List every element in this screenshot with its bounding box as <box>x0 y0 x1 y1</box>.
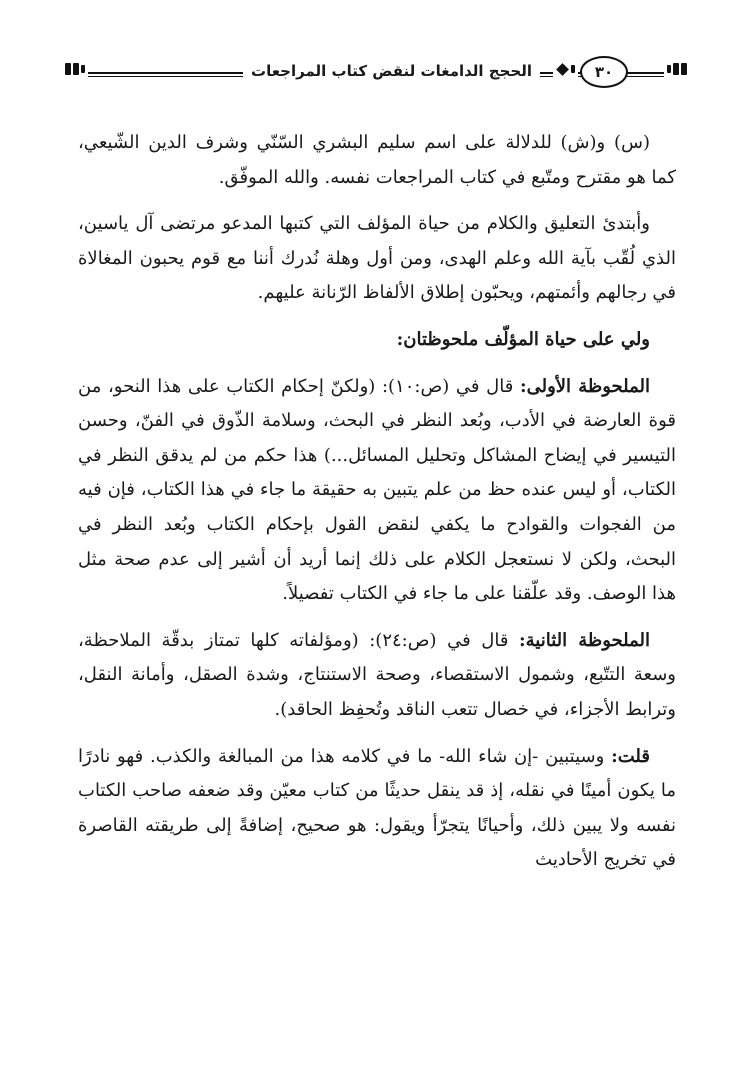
header-ornament-left-icon <box>62 60 88 78</box>
response-lead: قلت: <box>611 745 650 767</box>
observation-1-lead: الملحوظة الأولى: <box>519 375 650 397</box>
subheading-text: ولي على حياة المؤلّف ملحوظتان: <box>396 328 650 350</box>
paragraph-2-text: وأبتدئ التعليق والكلام من حياة المؤلف التي كتبها المدعو مرتضى آل ياسين، الذي لُقّب بآية الله وعلم الهدى، ومن أول وهلة نُدرك أننا مع قوم يحبون المغالاة في رجالهم وأئمتهم، ويحبّون إطلاق الألفاظ الرّنانة عليهم. <box>78 213 676 304</box>
running-header <box>62 52 690 92</box>
paragraph-1-text: (س) و(ش) للدلالة على اسم سليم البشري السّنّي وشرف الدين الشّيعي، كما هو مقترح ومتّبع في كتاب المراجعات نفسه. والله الموفّق. <box>78 132 676 188</box>
page-number: ٣٠ <box>580 56 628 88</box>
body-text <box>78 126 676 890</box>
subheading <box>78 323 676 358</box>
paragraph-2 <box>78 207 676 311</box>
paragraph-observation-2 <box>78 624 676 728</box>
observation-2-lead: الملحوظة الثانية: <box>518 629 650 651</box>
header-ornament-mid-icon <box>553 60 578 78</box>
paragraph-1 <box>78 126 676 195</box>
observation-1-text: قال في (ص:١٠): (ولكنّ إحكام الكتاب على هذا النحو، من قوة العارضة في الأدب، وبُعد النظر في البحث، وسلامة الذّوق في الفنّ، وحسن التيسير في إيضاح المشاكل وتحليل المسائل...) هذا حكم من لم يدقق النظر في الكتاب، أو ليس عنده حظ من علم يتبين به حقيقة ما جاء في هذا الكتاب، فإن فيه من الفجوات والقوادح ما يكفي لنقض القول بإحكام الكتاب وبُعد النظر في البحث، ولكن لا نستعجل الكلام على ذلك إنما أريد أن أشير إلى عدم صحة مثل هذا الوصف. وقد علّقنا على ما جاء في الكتاب تفصيلاً. <box>78 375 676 605</box>
header-title: الحجج الدامغات لنقض كتاب المراجعات <box>243 58 540 84</box>
response-text: وسيتبين -إن شاء الله- ما في كلامه هذا من المبالغة والكذب. فهو نادرًا ما يكون أمينًا في نقله، إذ قد ينقل حديثًا من كتاب معيّن وقد ضعفه صاحب الكتاب نفسه ولا يبين ذلك، وأحيانًا يتجرّأ ويقول: هو صحيح، إضافةً إلى طريقته القاصرة في تخريج الأحاديث <box>78 745 676 871</box>
observation-2-text: قال في (ص:٢٤): (ومؤلفاته كلها تمتاز بدقّة الملاحظة، وسعة التتّبع، وشمول الاستقصاء، وصحة الاستنتاج، وشدة الصقل، وأمانة النقل، وترابط الأجزاء، في خصال تتعب الناقد وتُحفِظ الحاقد). <box>78 629 677 720</box>
paragraph-response <box>78 740 676 878</box>
header-ornament-right-icon <box>664 60 690 78</box>
paragraph-observation-1 <box>78 370 676 612</box>
